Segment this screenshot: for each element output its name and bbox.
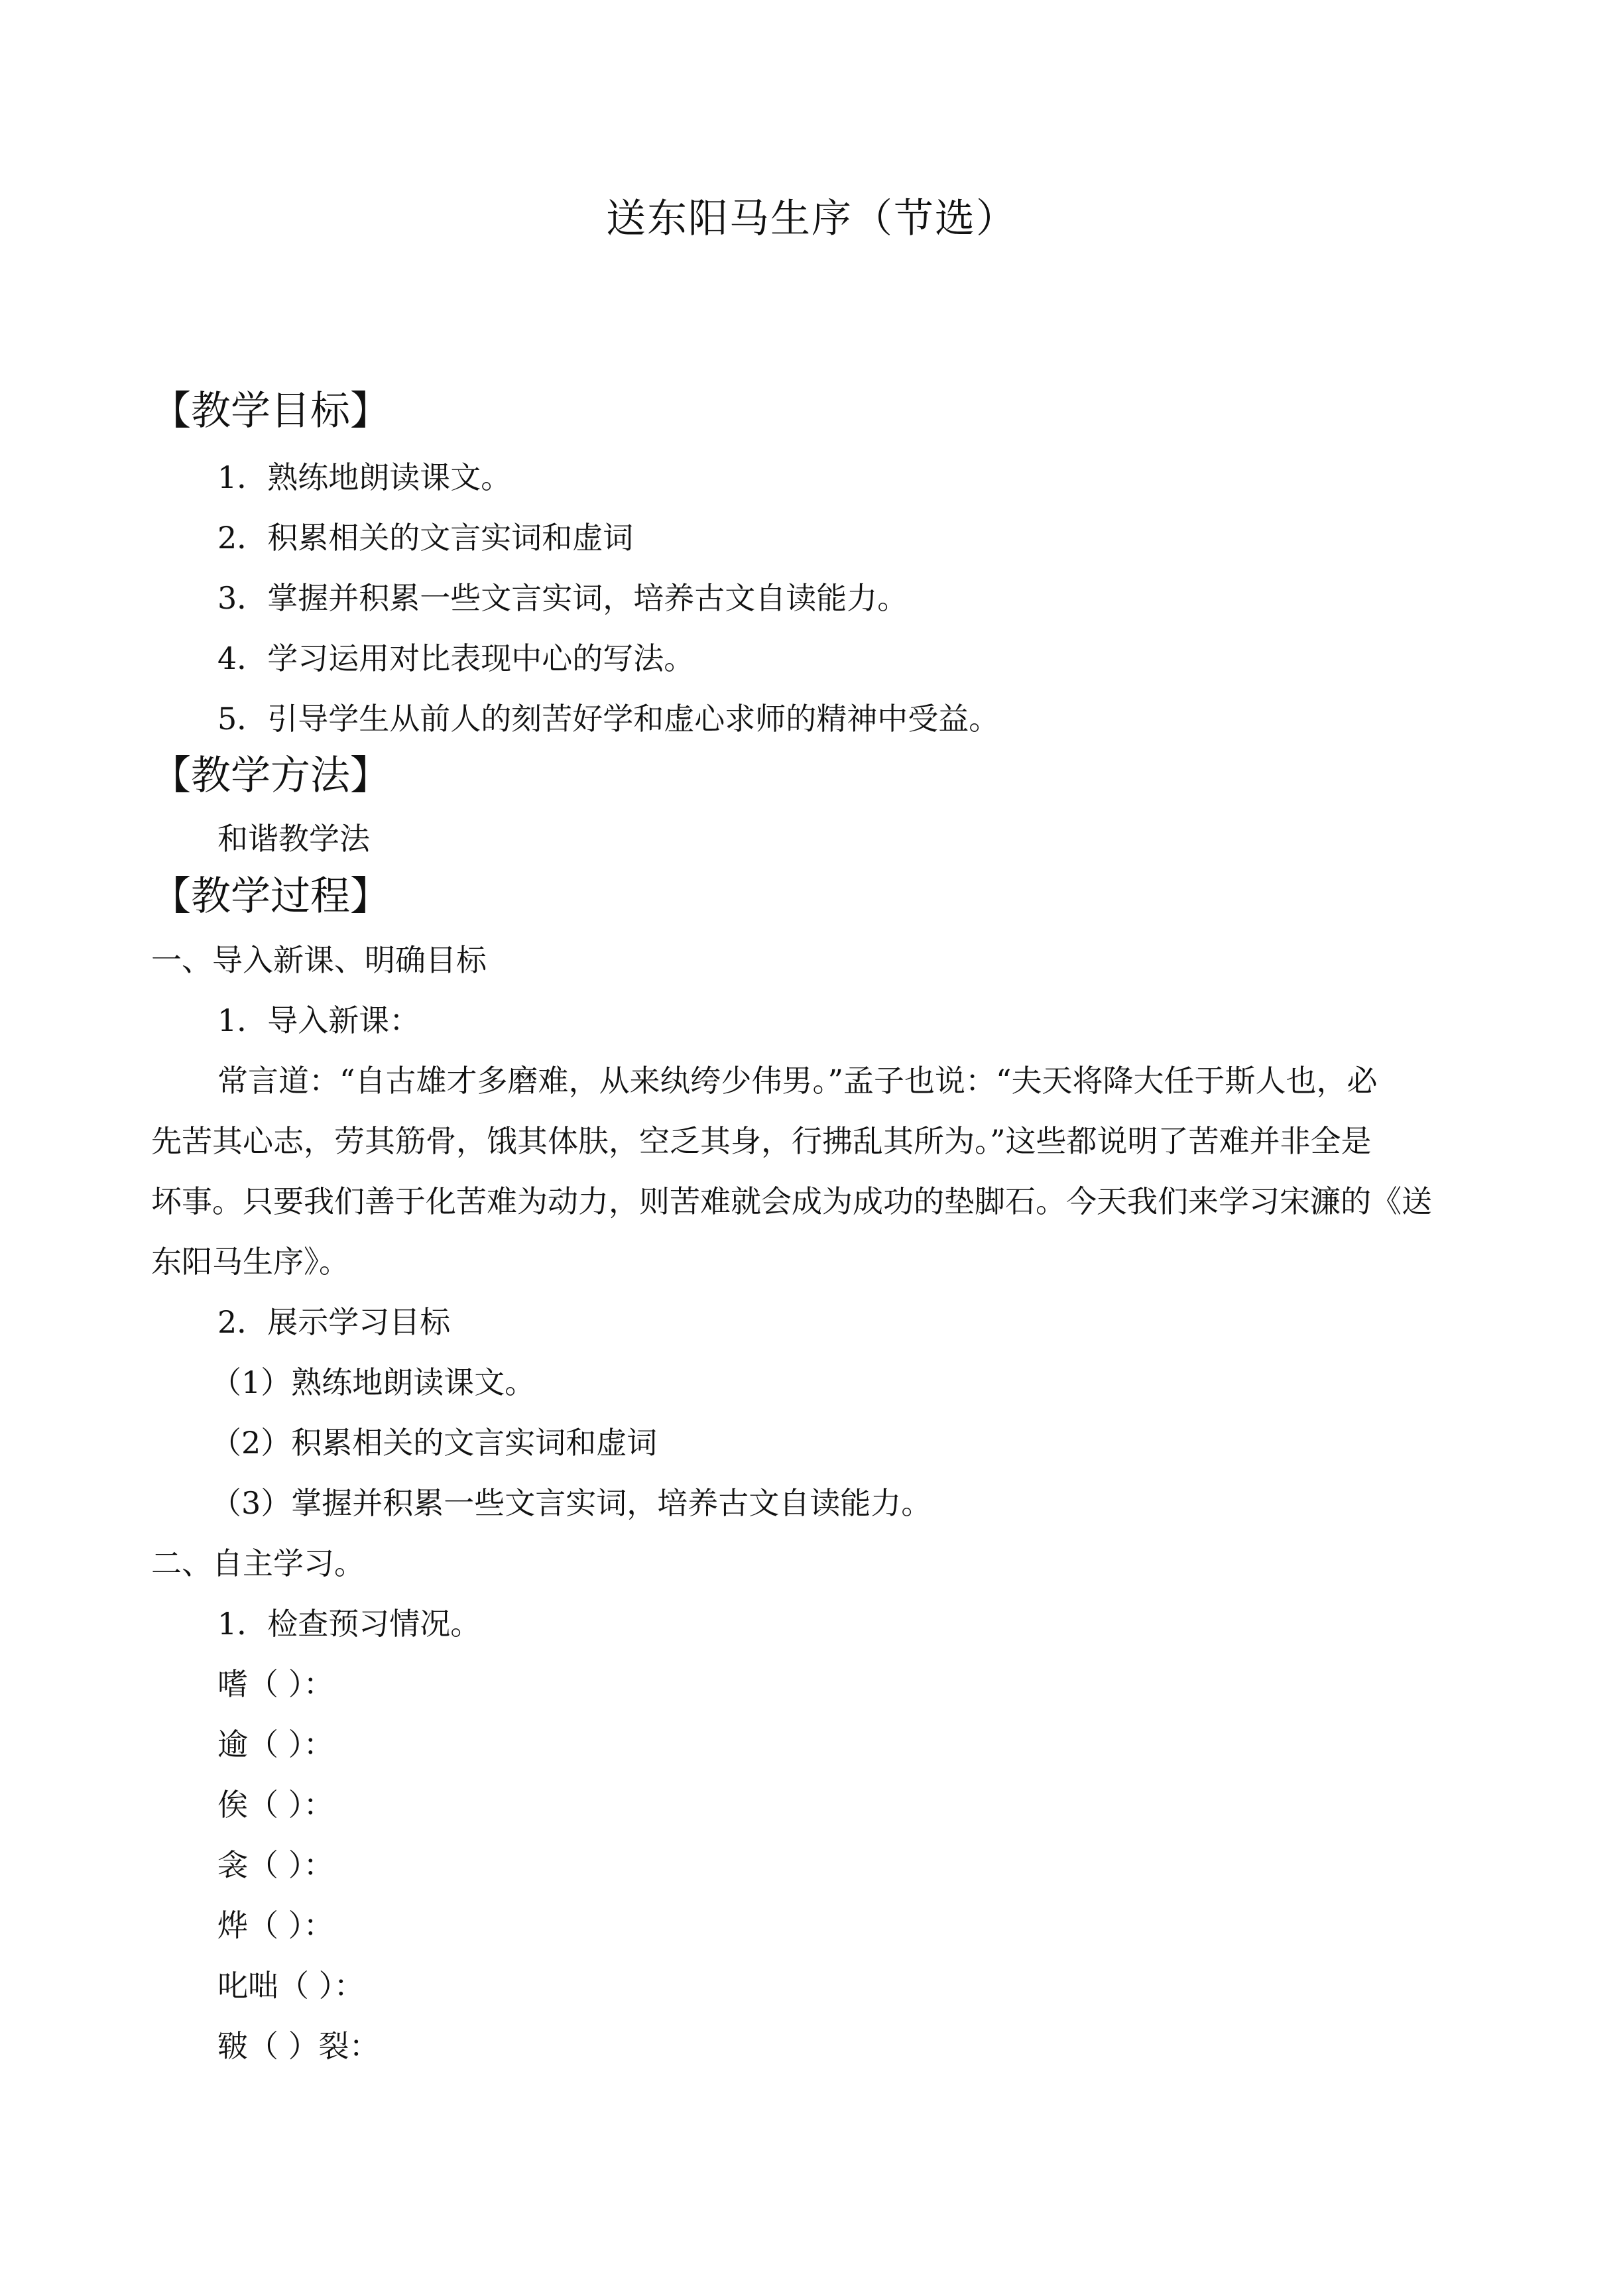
- objective-item-2: 2．积累相关的文言实词和虚词: [217, 520, 634, 556]
- vocab-item-1: 嗜（ ）：: [217, 1666, 334, 1702]
- vocab-item-3: 俟（ ）：: [217, 1787, 334, 1823]
- objective-item-1: 1．熟练地朗读课文。: [217, 459, 512, 495]
- goal-item-3: （3）掌握并积累一些文言实词，培养古文自读能力。: [211, 1485, 932, 1521]
- vocab-item-2: 逾（ ）：: [217, 1726, 334, 1762]
- objective-item-3: 3．掌握并积累一些文言实词，培养古文自读能力。: [217, 580, 908, 616]
- vocab-item-4: 衾（ ）：: [217, 1847, 334, 1883]
- objective-item-4: 4．学习运用对比表现中心的写法。: [217, 640, 695, 676]
- intro-line-2: 先苦其心志，劳其筋骨，饿其体肤，空乏其身，行拂乱其所为。”这些都说明了苦难并非全是: [151, 1123, 1372, 1159]
- part1-sub1: 1．导入新课：: [217, 1002, 420, 1038]
- goal-item-1: （1）熟练地朗读课文。: [211, 1364, 536, 1400]
- process-heading: 【教学过程】: [151, 873, 390, 920]
- objective-item-5: 5．引导学生从前人的刻苦好学和虚心求师的精神中受益。: [217, 701, 1000, 737]
- part2-sub1: 1．检查预习情况。: [217, 1606, 481, 1642]
- part1-heading: 一、导入新课、明确目标: [151, 942, 487, 978]
- intro-line-1: 常言道：“自古雄才多磨难，从来纨绔少伟男。”孟子也说：“夫天将降大任于斯人也，必: [217, 1063, 1378, 1099]
- part2-heading: 二、自主学习。: [151, 1545, 365, 1581]
- document-title: 送东阳马生序（节选）: [606, 196, 1017, 242]
- method-text: 和谐教学法: [217, 821, 370, 857]
- method-heading: 【教学方法】: [151, 753, 390, 799]
- part1-sub2: 2．展示学习目标: [217, 1304, 451, 1340]
- objectives-heading: 【教学目标】: [151, 388, 390, 434]
- intro-line-4: 东阳马生序》。: [151, 1244, 349, 1280]
- vocab-item-6: 叱咄（ ）：: [217, 1968, 365, 2004]
- goal-item-2: （2）积累相关的文言实词和虚词: [211, 1425, 658, 1461]
- vocab-item-7: 皲（ ）裂：: [217, 2028, 380, 2064]
- intro-line-3: 坏事。只要我们善于化苦难为动力，则苦难就会成为成功的垫脚石。今天我们来学习宋濂的《送: [151, 1183, 1432, 1219]
- vocab-item-5: 烨（ ）：: [217, 1907, 334, 1943]
